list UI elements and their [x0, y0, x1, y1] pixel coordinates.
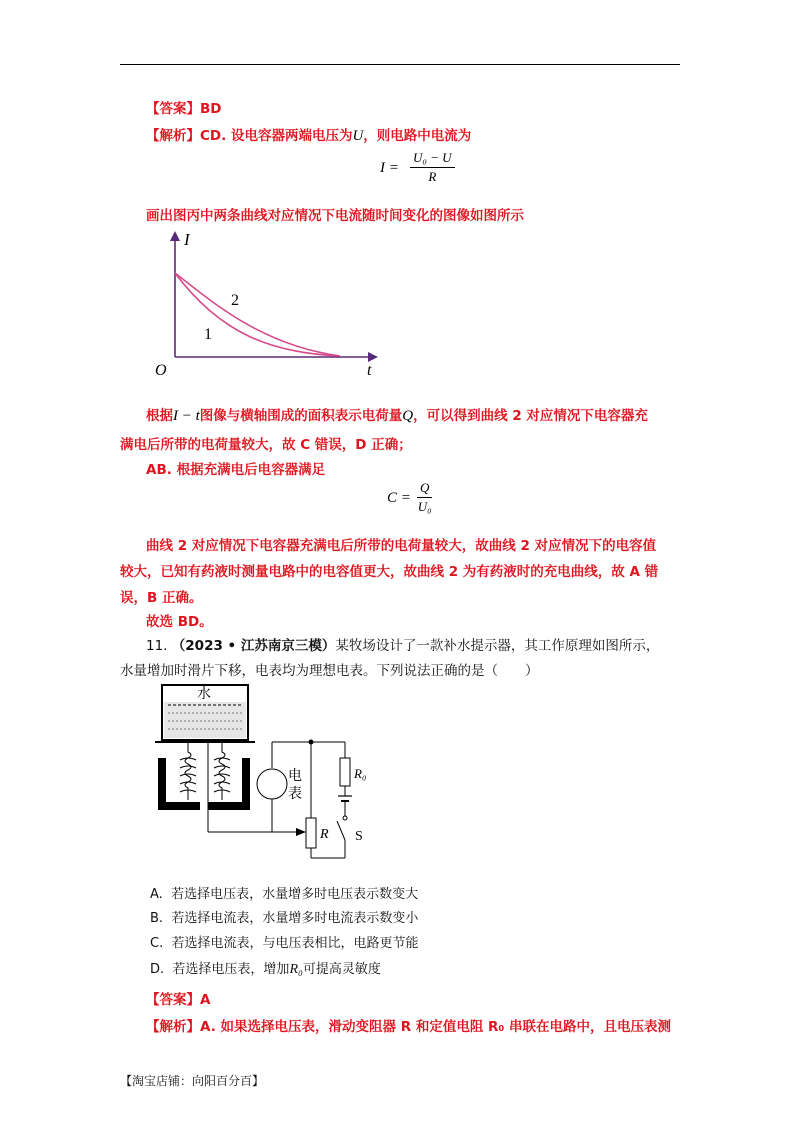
option-letter: B.	[150, 911, 164, 926]
spring-right	[219, 742, 225, 800]
analysis-text: 图像与横轴围成的面积表示电荷量	[199, 408, 403, 424]
footer-shop: 【淘宝店铺：向阳百分百】	[120, 1074, 265, 1088]
y-axis-arrow	[170, 231, 180, 241]
y-axis-label: I	[184, 230, 190, 249]
question-11-line-1	[146, 634, 659, 654]
rheostat-r	[306, 818, 316, 848]
curve-1	[175, 273, 340, 356]
current-time-graph	[150, 225, 390, 380]
curve-2	[175, 273, 340, 356]
option-text: 若选择电压表，水量增多时电压表示数变大	[171, 887, 419, 902]
question-11-line-2: 水量增加时滑片下移，电表均为理想电表。下列说法正确的是（ ）	[120, 663, 539, 679]
option-letter: D.	[150, 962, 165, 977]
answer-tag: 【答案】	[146, 101, 200, 117]
holder-left	[158, 758, 200, 810]
analysis-line-4: 满电后所带的电荷量较大，故 C 错误，D 正确；	[120, 437, 412, 453]
curve-label-1: 1	[204, 326, 212, 343]
analysis-line-6: 曲线 2 对应情况下电容器充满电后所带的电荷量较大，故曲线 2 对应情况下的电容值	[146, 538, 657, 554]
answer-tag: 【答案】	[146, 992, 200, 1008]
answer-value: BD	[200, 101, 222, 117]
analysis-line-7: 较大，已知有药液时测量电路中的电容值更大，故曲线 2 为有药液时的充电曲线，故 A 错	[120, 564, 659, 580]
option-text: 若选择电流表，水量增多时电流表示数变小	[171, 911, 419, 926]
analysis-line-8: 误，B 正确。	[120, 590, 203, 606]
spring-coils-right	[214, 758, 230, 792]
option-text: 可提高灵敏度	[302, 962, 381, 977]
water-label: 水	[197, 687, 211, 702]
option-letter: C.	[150, 936, 164, 951]
x-axis-arrow	[368, 352, 378, 362]
var-r0: R₀	[289, 962, 303, 977]
formula-numerator: Q	[417, 480, 432, 498]
switch-label: S	[355, 829, 363, 844]
r-label: R	[320, 827, 329, 842]
analysis-line-3	[146, 404, 648, 425]
analysis-text: A. 如果选择电压表，滑动变阻器 R 和定值电阻 R₀ 串联在电路中，且电压表测	[200, 1019, 672, 1035]
var-q: Q	[402, 408, 414, 424]
header-rule	[120, 64, 680, 65]
analysis-text: 根据	[146, 408, 173, 424]
question-stem: 某牧场设计了一款补水提示器，其工作原理如图所示，	[335, 638, 660, 654]
analysis-line-5: AB. 根据充满电后电容器满足	[146, 462, 326, 478]
analysis-line-1	[146, 124, 471, 145]
meter-label-1: 电	[288, 769, 302, 784]
formula-i-fraction	[410, 150, 455, 185]
formula-c-fraction	[417, 480, 432, 515]
water-fill	[164, 702, 246, 738]
r0-label: R₀	[354, 766, 367, 781]
answer-line-1	[146, 97, 222, 117]
meter-icon	[257, 769, 287, 799]
analysis-line-2: 画出图丙中两条曲线对应情况下电流随时间变化的图像如图所示	[146, 208, 524, 224]
formula-i-lhs: I =	[380, 160, 399, 176]
var-u: U	[352, 128, 364, 144]
formula-denominator: U₀	[417, 499, 432, 514]
analysis-line-10	[146, 1015, 671, 1035]
analysis-tag: 【解析】	[146, 128, 200, 144]
analysis-text: CD. 设电容器两端电压为	[200, 128, 353, 144]
option-b[interactable]	[150, 907, 418, 926]
option-letter: A.	[150, 887, 163, 902]
question-source: （2023 • 江苏南京三模）	[171, 638, 336, 654]
analysis-line-9: 故选 BD。	[146, 614, 213, 630]
switch-s	[337, 821, 345, 840]
switch-contact	[343, 816, 347, 820]
option-text: 若选择电压表，增加	[172, 962, 290, 977]
curve-label-2: 2	[231, 292, 239, 309]
option-text: 若选择电流表，与电压表相比，电路更节能	[171, 936, 419, 951]
analysis-tag: 【解析】	[146, 1019, 200, 1035]
formula-var: I	[380, 160, 385, 176]
resistor-r0	[340, 758, 350, 786]
formula-denominator: R	[428, 169, 437, 184]
formula-var: C	[387, 490, 398, 506]
answer-line-2	[146, 988, 210, 1008]
x-axis-label: t	[367, 362, 372, 379]
formula-c-lhs: C =	[387, 490, 411, 506]
spring-left	[185, 742, 191, 800]
slider-arrow	[296, 828, 306, 836]
option-d[interactable]	[150, 958, 381, 978]
answer-value: A	[200, 992, 211, 1008]
formula-numerator: U₀ − U	[410, 150, 455, 168]
spring-coils-left	[180, 758, 196, 792]
var-i-t: I − t	[173, 408, 200, 424]
question-number: 11.	[146, 638, 168, 654]
origin-label: O	[155, 362, 167, 379]
analysis-text: ，可以得到曲线 2 对应情况下电容器充	[413, 408, 648, 424]
option-a[interactable]	[150, 883, 418, 902]
water-circuit-diagram	[150, 680, 390, 860]
meter-label-2: 表	[288, 787, 302, 802]
analysis-text: ，则电路中电流为	[363, 128, 472, 144]
option-c[interactable]	[150, 932, 419, 951]
